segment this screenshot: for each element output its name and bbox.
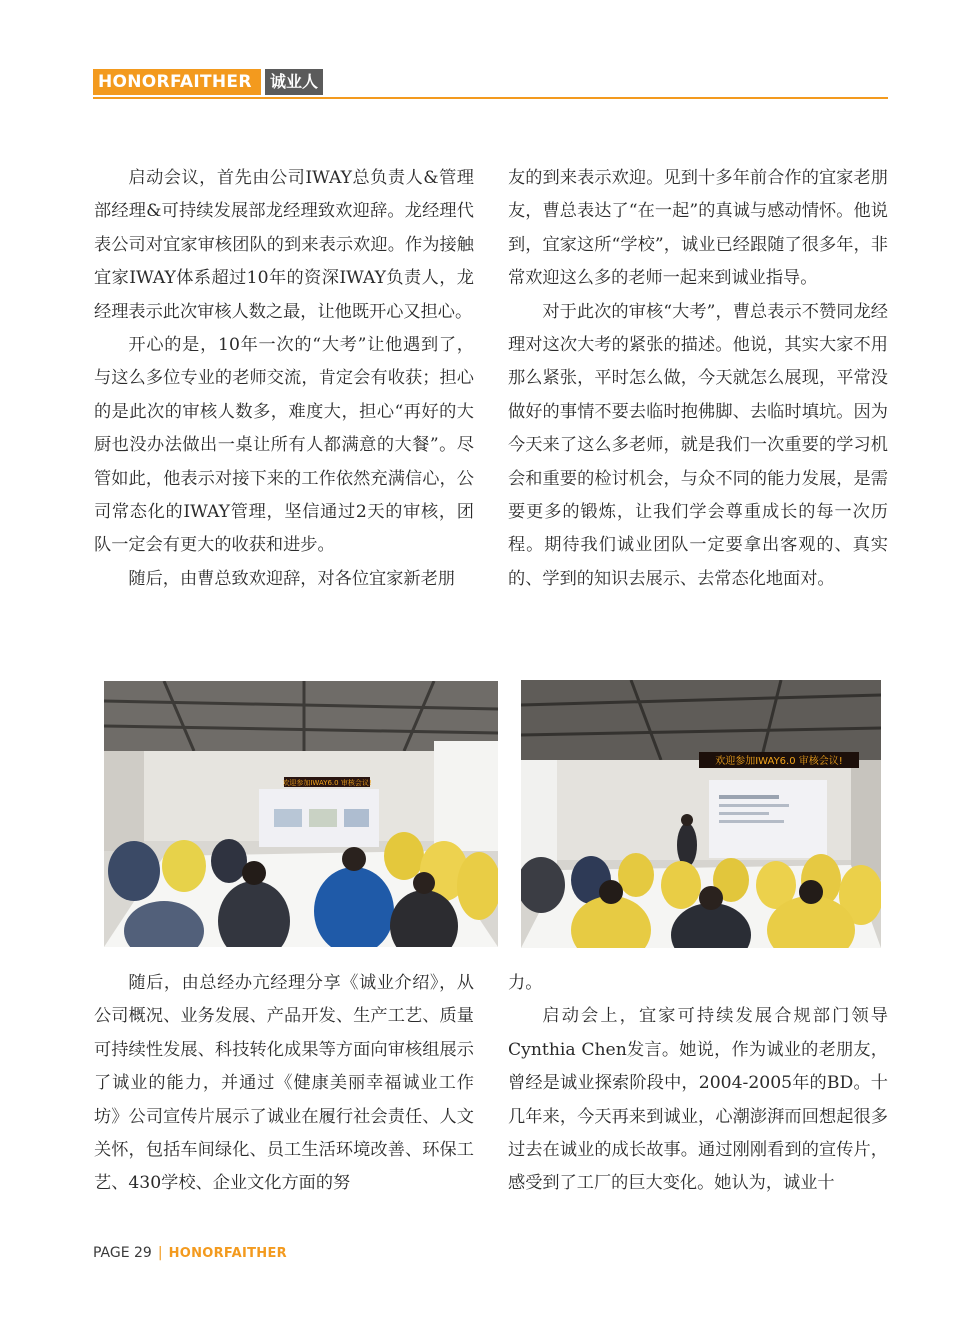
- page-number: PAGE 29: [93, 1245, 152, 1261]
- page-header: [93, 67, 888, 101]
- meeting-photo-left: [104, 681, 498, 947]
- top-right-column: [508, 162, 888, 596]
- bottom-left-column: [94, 967, 474, 1201]
- paragraph: 随后，由曹总致欢迎辞，对各位宜家新老朋: [128, 568, 455, 589]
- header-divider: [93, 97, 888, 99]
- paragraph: 力。: [508, 973, 543, 993]
- paragraph: 友的到来表示欢迎。见到十多年前合作的宜家老朋友，曹总表达了“在一起”的真诚与感动情怀。他说到，宜家这所“学校”，诚业已经跟随了很多年，非常欢迎这么多的老师一起来到诚业指导。: [508, 168, 888, 289]
- paragraph: 开心的是，10年一次的“大考”让他遇到了，与这么多位专业的老师交流，肯定会有收获；担心的是此次的审核人数多，难度大，担心“再好的大厨也没办法做出一桌让所有人都满意的大餐”。尽管如此，他表示对接下来的工作依然充满信心，公司常态化的IWAY管理，坚信通过2天的审核，团队一定会有更大的收获和进步。: [94, 335, 474, 556]
- page-footer: [93, 1243, 287, 1263]
- bottom-right-column: [508, 967, 888, 1201]
- header-section-label: 诚业人: [265, 69, 323, 95]
- led-banner-text: 欢迎参加IWAY6.0 审核会议!: [715, 756, 843, 767]
- top-left-column: [94, 162, 474, 596]
- header-brand: HONORFAITHER: [93, 69, 261, 95]
- paragraph: 启动会议，首先由公司IWAY总负责人&管理部经理&可持续发展部龙经理致欢迎辞。龙经理代表公司对宜家审核团队的到来表示欢迎。作为接触宜家IWAY体系超过10年的资深IWAY负责人，龙经理表示此次审核人数之最，让他既开心又担心。: [94, 168, 474, 322]
- footer-brand: HONORFAITHER: [168, 1246, 287, 1261]
- paragraph: 随后，由总经办亢经理分享《诚业介绍》，从公司概况、业务发展、产品开发、生产工艺、质量可持续性发展、科技转化成果等方面向审核组展示了诚业的能力，并通过《健康美丽幸福诚业工作坊》公司宣传片展示了诚业在履行社会责任、人文关怀，包括车间绿化、员工生活环境改善、环保工艺、430学校、企业文化方面的努: [94, 973, 474, 1194]
- led-banner-text: 欢迎参加IWAY6.0 审核会议!: [282, 779, 372, 787]
- meeting-photo-right: [521, 680, 881, 948]
- footer-separator: |: [157, 1245, 163, 1261]
- paragraph: 启动会上，宜家可持续发展合规部门领导Cynthia Chen发言。她说，作为诚业的老朋友，曾经是诚业探索阶段中，2004-2005年的BD。十几年来，今天再来到诚业，心潮澎湃而回想起很多过去在诚业的成长故事。通过刚刚看到的宣传片，感受到了工厂的巨大变化。她认为，诚业十: [508, 1006, 888, 1194]
- paragraph: 对于此次的审核“大考”，曹总表示不赞同龙经理对这次大考的紧张的描述。他说，其实大家不用那么紧张，平时怎么做，今天就怎么展现，平常没做好的事情不要去临时抱佛脚、去临时填坑。因为今天来了这么多老师，就是我们一次重要的学习机会和重要的检讨机会，与众不同的能力发展，是需要更多的锻炼，让我们学会尊重成长的每一次历程。期待我们诚业团队一定要拿出客观的、真实的、学到的知识去展示、去常态化地面对。: [508, 301, 888, 589]
